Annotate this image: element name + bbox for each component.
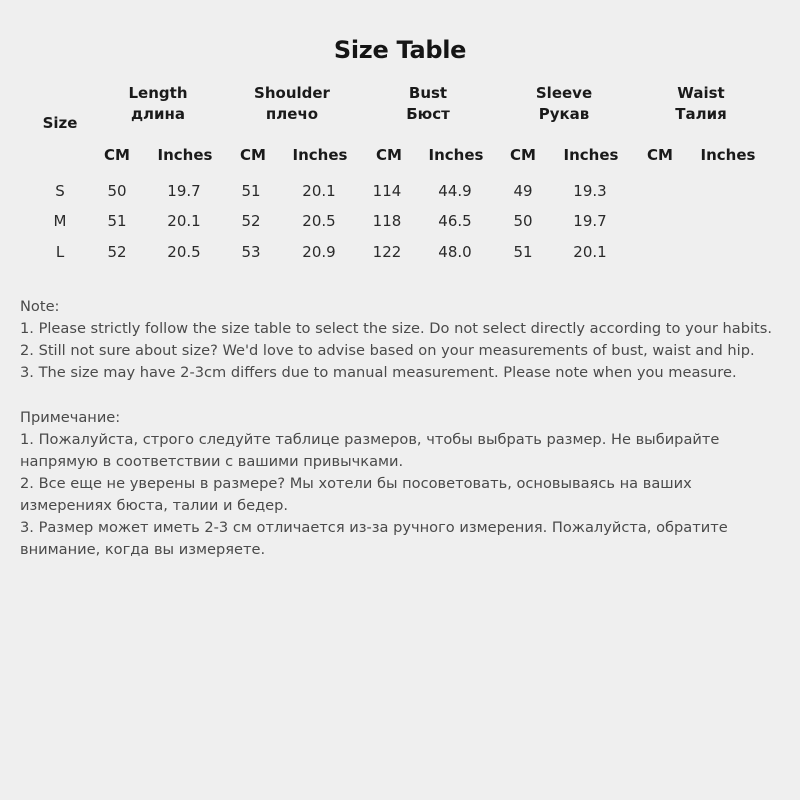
table-cell: 51 — [241, 182, 261, 200]
group-header-sleeve — [536, 83, 592, 125]
table-cell: 52 — [107, 243, 127, 261]
table-cell: 50 — [107, 182, 127, 200]
size-label: M — [53, 212, 67, 230]
table-cell: 48.0 — [438, 243, 472, 261]
group-header-en: Bust — [408, 84, 448, 102]
notes-english — [20, 296, 790, 384]
group-header-ru: длина — [130, 105, 186, 123]
table-cell: 20.1 — [573, 243, 607, 261]
unit-header: CM — [104, 146, 130, 164]
group-header-bust — [406, 83, 450, 125]
note-item: 3. Размер может иметь 2-3 см отличается из-за ручного измерения. Пожалуйста, обратите внимание, когда вы измеряете. — [20, 519, 728, 558]
note-item: 3. The size may have 2-3cm differs due to manual measurement. Please note when you measure. — [20, 364, 737, 381]
table-cell: 52 — [241, 212, 261, 230]
group-header-en: Shoulder — [254, 84, 330, 102]
table-cell: 20.5 — [302, 212, 336, 230]
group-header-en: Waist — [677, 84, 725, 102]
unit-header: CM — [647, 146, 673, 164]
note-item: 2. Все еще не уверены в размере? Мы хотели бы посоветовать, основываясь на ваших измерениях бюста, талии и бедер. — [20, 475, 692, 514]
unit-header: CM — [510, 146, 536, 164]
table-cell: 51 — [107, 212, 127, 230]
table-cell: 51 — [513, 243, 533, 261]
unit-header: Inches — [292, 146, 348, 164]
group-header-en: Length — [128, 84, 188, 102]
note-item: 1. Please strictly follow the size table to select the size. Do not select directly according to your habits. — [20, 320, 773, 337]
note-item: 2. Still not sure about size? We'd love to advise based on your measurements of bust, waist and hip. — [20, 342, 755, 359]
table-cell: 50 — [513, 212, 533, 230]
group-header-ru: Талия — [675, 105, 727, 123]
table-cell: 20.1 — [167, 212, 201, 230]
note-item: 1. Пожалуйста, строго следуйте таблице размеров, чтобы выбрать размер. Не выбирайте напрямую в соответствии с вашими привычками. — [20, 431, 720, 470]
table-cell: 53 — [241, 243, 261, 261]
group-header-ru: плечо — [265, 105, 319, 123]
table-cell: 19.7 — [167, 182, 201, 200]
table-cell: 46.5 — [438, 212, 472, 230]
table-cell: 122 — [372, 243, 402, 261]
unit-header: CM — [240, 146, 266, 164]
table-cell: 118 — [372, 212, 402, 230]
table-cell: 20.1 — [302, 182, 336, 200]
group-header-length — [129, 83, 188, 125]
size-label: S — [55, 182, 65, 200]
size-label: L — [55, 243, 65, 261]
group-header-waist — [675, 83, 726, 125]
notes-heading: Note: — [20, 298, 60, 315]
table-cell: 19.7 — [573, 212, 607, 230]
table-cell: 19.3 — [573, 182, 607, 200]
unit-header: Inches — [563, 146, 619, 164]
unit-header: Inches — [700, 146, 756, 164]
page-title: Size Table — [333, 36, 467, 64]
group-header-ru: Рукав — [538, 105, 590, 123]
table-cell: 49 — [513, 182, 533, 200]
table-cell: 44.9 — [438, 182, 472, 200]
group-header-en: Sleeve — [535, 84, 593, 102]
notes-russian — [20, 407, 750, 561]
table-cell: 114 — [372, 182, 402, 200]
group-header-ru: Бюст — [406, 105, 450, 123]
unit-header: Inches — [428, 146, 484, 164]
table-cell: 20.9 — [302, 243, 336, 261]
notes-heading: Примечание: — [20, 409, 121, 426]
unit-header: CM — [376, 146, 402, 164]
unit-header: Inches — [157, 146, 213, 164]
size-column-header: Size — [42, 114, 78, 132]
table-cell: 20.5 — [167, 243, 201, 261]
group-header-shoulder — [254, 83, 330, 125]
